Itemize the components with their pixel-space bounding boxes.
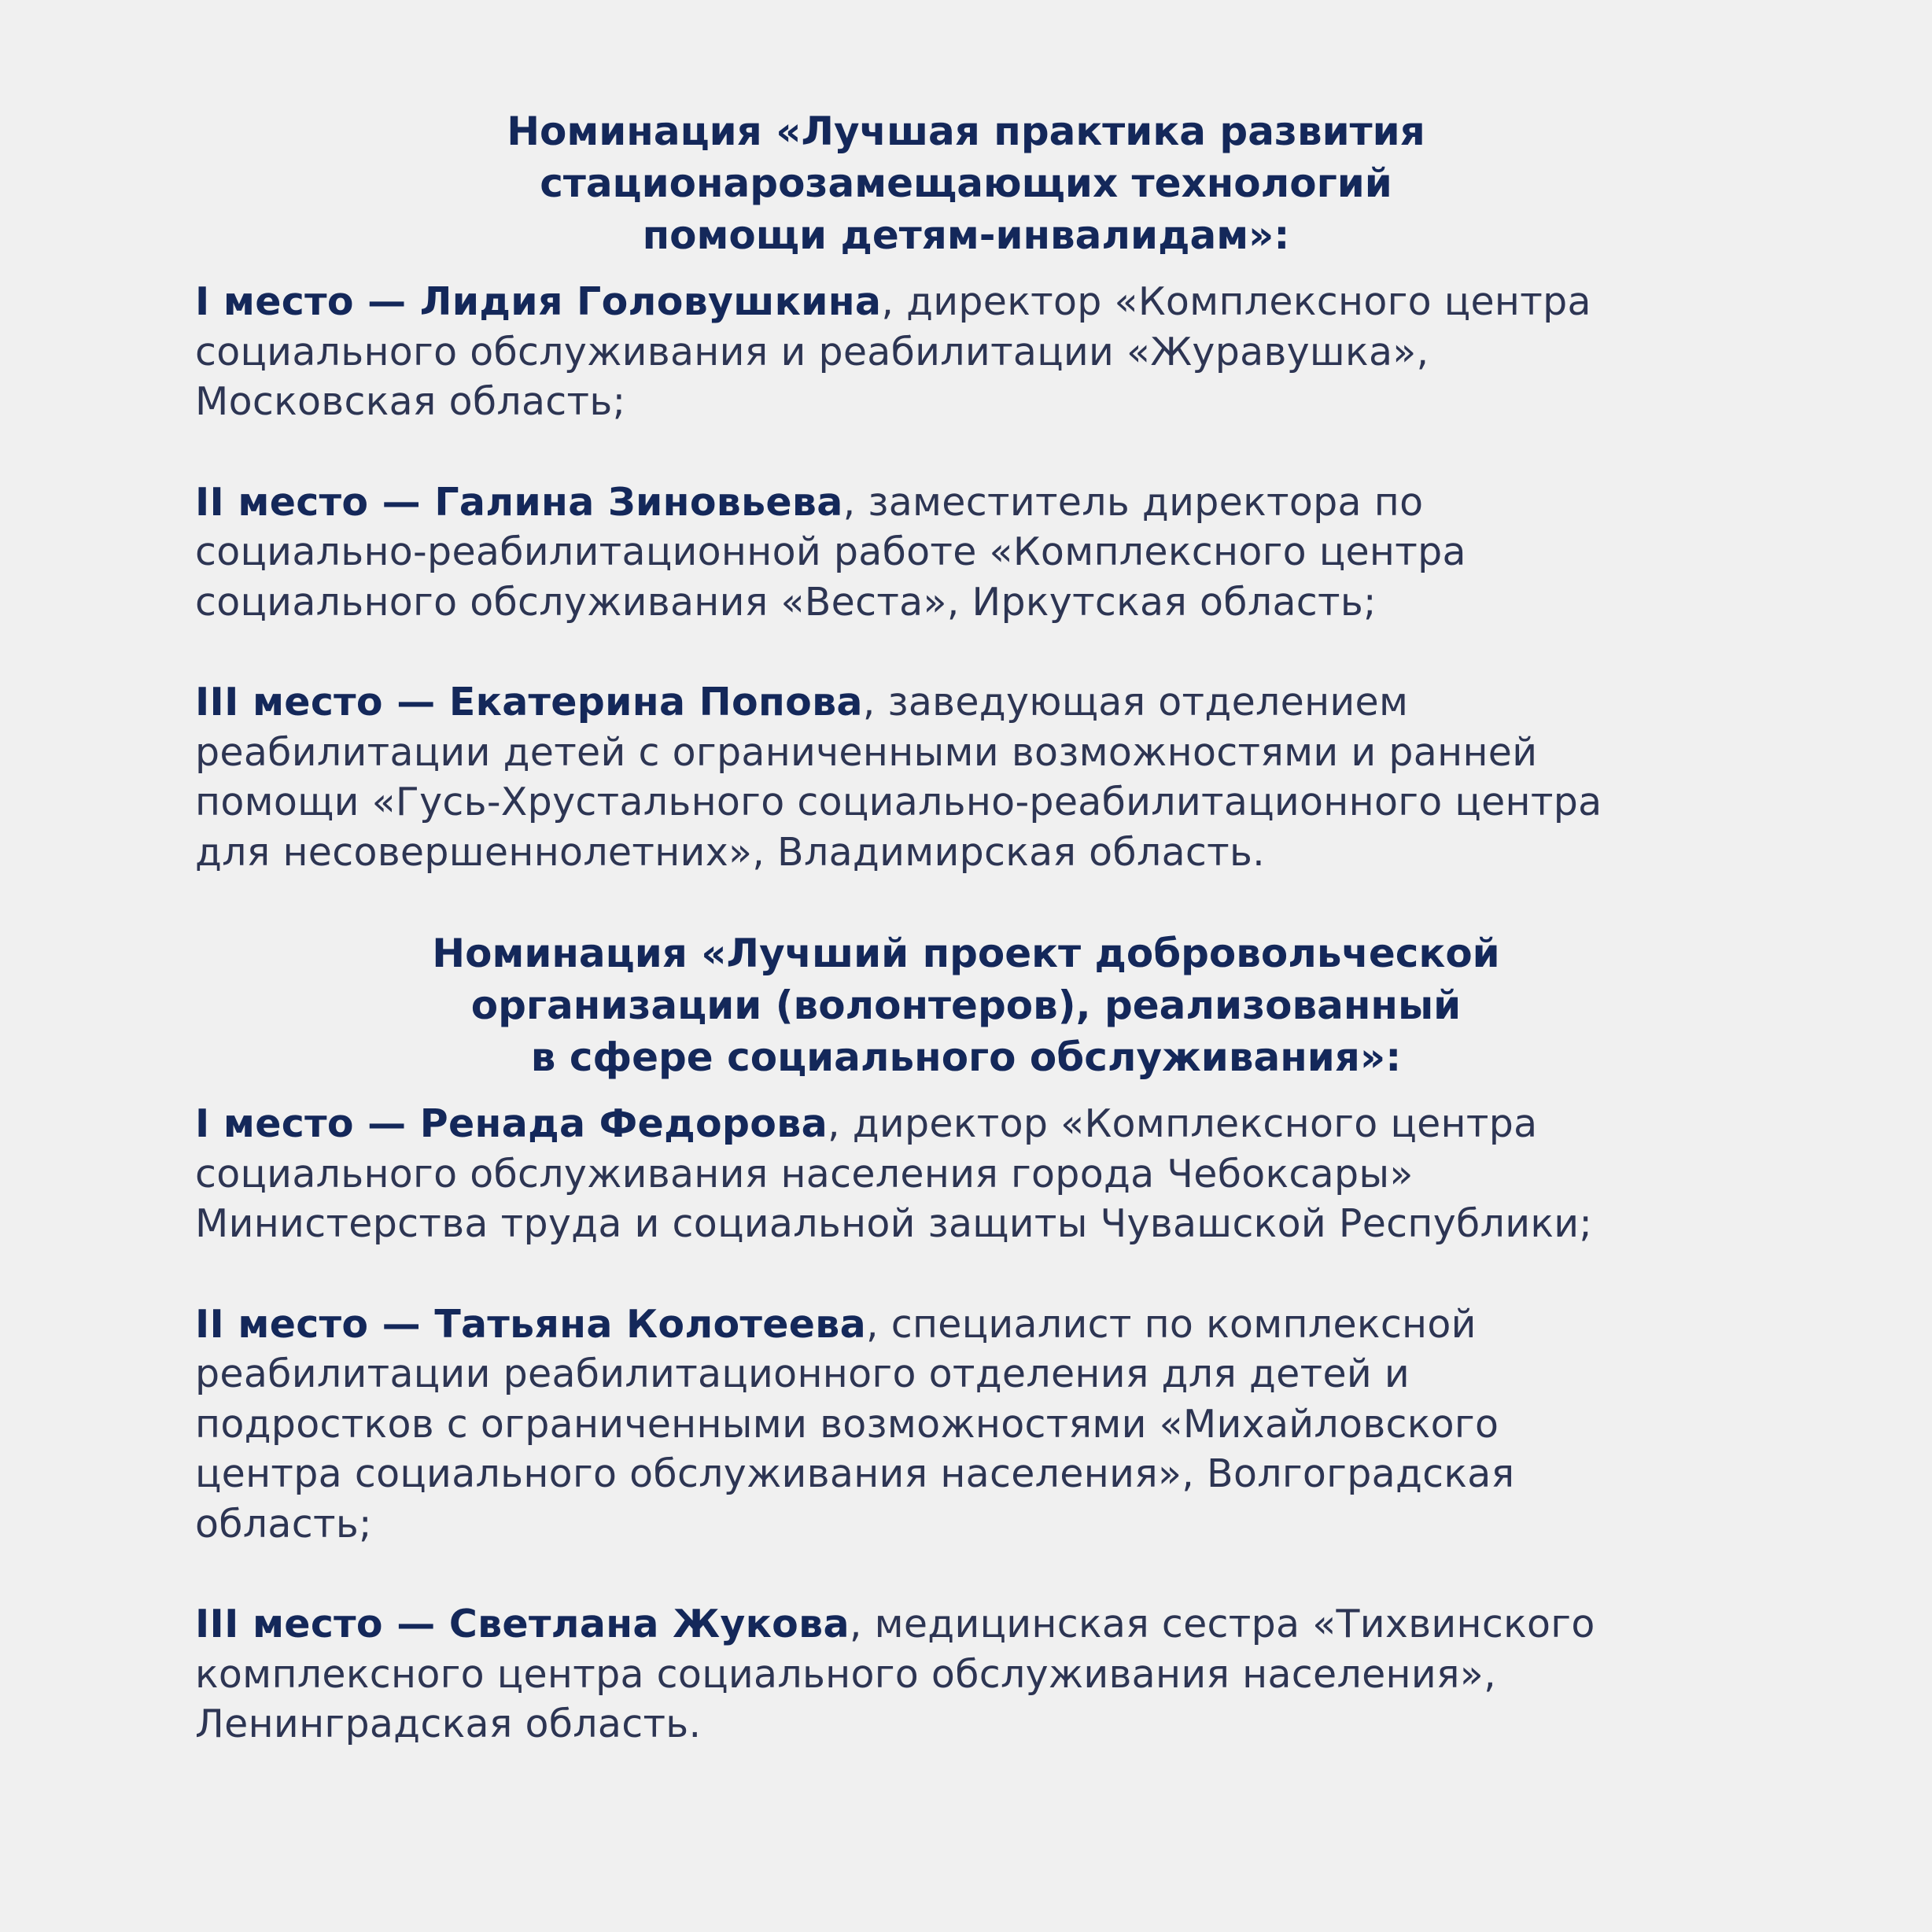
entry-first-line (195, 1300, 1768, 1350)
entry-line: область; (195, 1501, 372, 1547)
entry-first-line (195, 477, 1768, 528)
winner-place-name: III место — Екатерина Попова (195, 680, 863, 724)
entry-line: комплексного центра социального обслуживания населения», (195, 1651, 1496, 1697)
entry-line: подростков с ограниченными возможностями «Михайловского (195, 1401, 1499, 1447)
nomination-2-place-3 (195, 1599, 1768, 1749)
winner-place-name: III место — Светлана Жукова (195, 1602, 850, 1646)
entry-line: Московская область; (195, 379, 626, 424)
winner-place-name: I место — Лидия Головушкина (195, 279, 882, 324)
heading-line: организации (волонтеров), реализованный (470, 983, 1462, 1028)
nomination-1-place-2 (195, 477, 1768, 628)
entry-description: , медицинская сестра «Тихвинского (849, 1602, 1595, 1646)
entry-description: , заместитель директора по (842, 479, 1424, 525)
heading-line: Номинация «Лучшая практика развития (507, 109, 1425, 154)
entry-description: , директор «Комплексного центра (827, 1101, 1538, 1146)
winner-place-name: I место — Ренада Федорова (195, 1101, 828, 1146)
entry-description: , заведующая отделением (862, 680, 1409, 724)
nomination-1-place-1 (195, 277, 1768, 427)
entry-line: реабилитации реабилитационного отделения для детей и (195, 1351, 1410, 1396)
entry-description: , специалист по комплексной (865, 1301, 1477, 1347)
heading-line: стационарозамещающих технологий (540, 160, 1392, 206)
entry-description: , директор «Комплексного центра (881, 279, 1591, 324)
nomination-2-place-2 (195, 1300, 1768, 1550)
entry-line: Ленинградская область. (195, 1702, 702, 1746)
winner-place-name: II место — Татьяна Колотеева (195, 1301, 866, 1347)
heading-line: помощи детям-инвалидам»: (642, 212, 1290, 258)
nomination-2-heading (195, 927, 1737, 1083)
nomination-1-place-3 (195, 677, 1768, 877)
entry-first-line (195, 1599, 1768, 1650)
document-page (195, 105, 1768, 1800)
entry-line: центра социального обслуживания населения», Волгоградская (195, 1451, 1515, 1496)
entry-first-line (195, 1099, 1768, 1149)
nomination-2-place-1 (195, 1099, 1768, 1249)
entry-line: социально-реабилитационной работе «Комплексного центра (195, 529, 1466, 574)
entry-line: социального обслуживания населения города Чебоксары» (195, 1151, 1414, 1196)
entry-line: помощи «Гусь-Хрустального социально-реабилитационного центра (195, 780, 1602, 824)
heading-line: в сфере социального обслуживания»: (530, 1034, 1402, 1080)
winner-place-name: II место — Галина Зиновьева (195, 479, 843, 525)
nomination-1-heading (195, 105, 1737, 261)
entry-line: социального обслуживания и реабилитации «Журавушка», (195, 329, 1429, 374)
entry-line: реабилитации детей с ограниченными возможностями и ранней (195, 729, 1538, 775)
entry-first-line (195, 277, 1768, 327)
entry-line: для несовершеннолетних», Владимирская область. (195, 829, 1266, 875)
heading-line: Номинация «Лучший проект добровольческой (432, 931, 1500, 976)
entry-first-line (195, 677, 1768, 728)
entry-line: социального обслуживания «Веста», Иркутская область; (195, 579, 1377, 625)
entry-line: Министерства труда и социальной защиты Чувашской Республики; (195, 1201, 1593, 1246)
